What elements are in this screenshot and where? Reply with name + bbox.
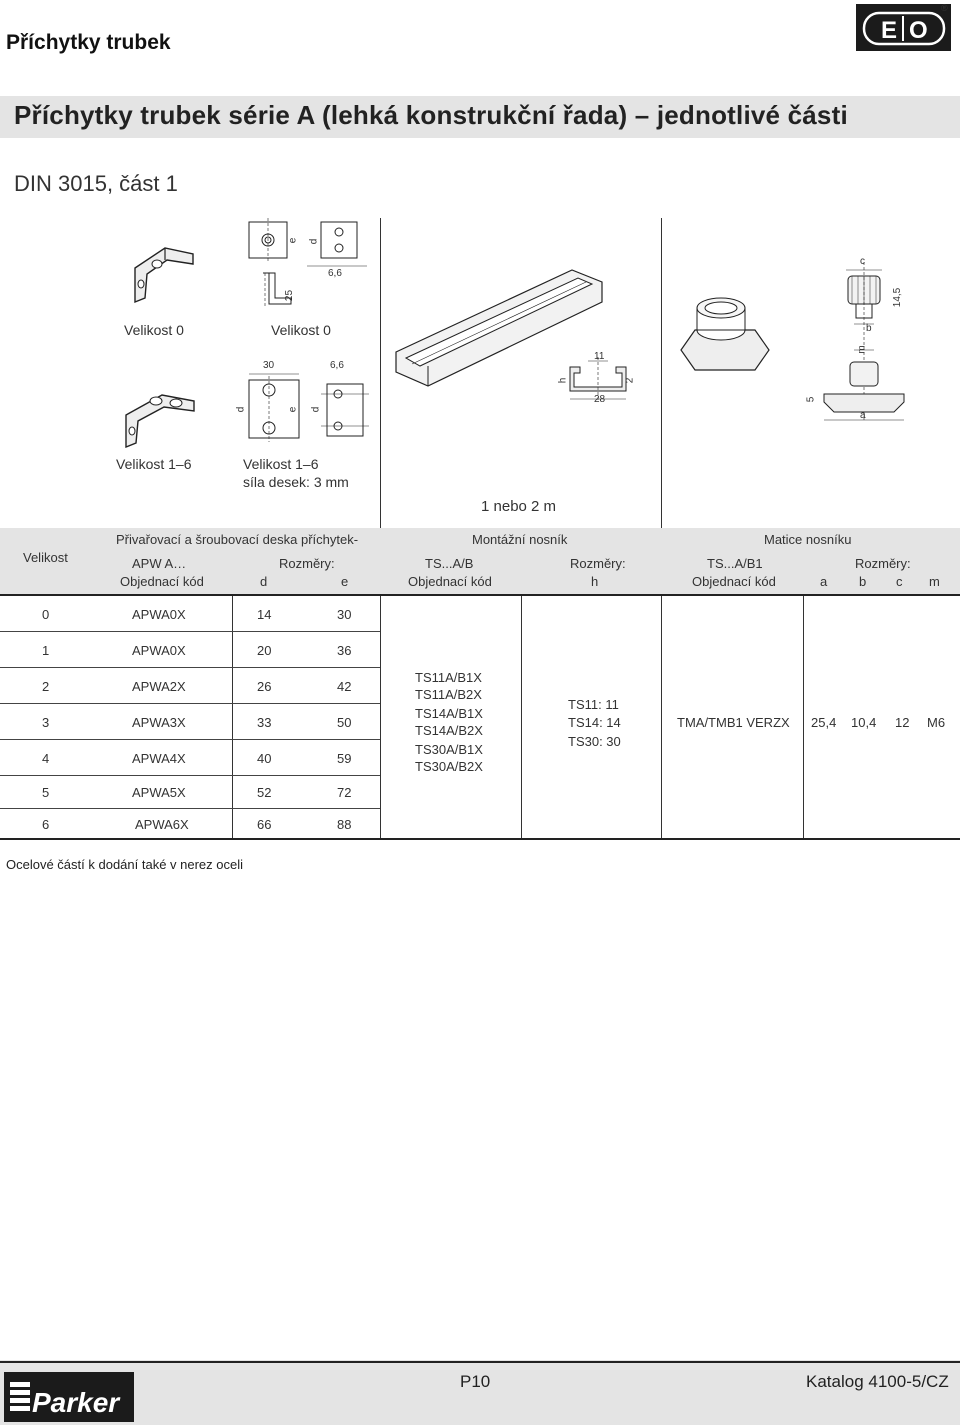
table-header-rule: [0, 594, 960, 596]
header-rozmery: Rozměry:: [279, 556, 335, 571]
header-c: c: [896, 574, 903, 589]
row-e: 50: [337, 715, 352, 730]
registered-icon: ®: [941, 3, 948, 13]
table-divider: [380, 596, 381, 840]
table-bottom-rule: [0, 838, 960, 840]
footer-band: [0, 1360, 960, 1425]
rail-code: TS14A/B2X: [415, 723, 483, 738]
header-order-code: Objednací kód: [120, 574, 204, 589]
row-size: 5: [42, 785, 50, 800]
row-rule: [0, 775, 380, 776]
footer-rule: [0, 1361, 960, 1363]
header-b: b: [859, 574, 867, 589]
dim-label: c: [860, 256, 865, 267]
parker-logo: [4, 1372, 134, 1422]
page-header-title: Příchytky trubek: [6, 31, 171, 54]
row-rule: [0, 808, 380, 809]
rail-nut-illustration: [675, 290, 775, 385]
row-rule: [0, 703, 380, 704]
header-m: m: [929, 574, 940, 589]
table-divider: [803, 596, 804, 840]
bracket-size0-drawing: [245, 218, 375, 313]
dim-label: a: [860, 410, 866, 421]
dim-label: m: [856, 345, 868, 354]
size-label: Velikost 1–6: [116, 456, 192, 472]
dim-label: 28: [594, 394, 606, 405]
header-order-code: Objednací kód: [408, 574, 492, 589]
row-d: 33: [257, 715, 272, 730]
nut-b: 10,4: [851, 715, 877, 730]
size-label: Velikost 0: [124, 322, 184, 338]
nut-m: M6: [927, 715, 946, 730]
header-group-nut: Matice nosníku: [764, 532, 852, 547]
dim-label: h: [557, 377, 569, 384]
header-rozmery: Rozměry:: [570, 556, 626, 571]
row-order-code: APWA2X: [132, 679, 186, 694]
plate-thickness-label: síla desek: 3 mm: [243, 474, 349, 490]
bracket-size16-drawing: [235, 360, 380, 445]
row-size: 3: [42, 715, 50, 730]
illustration-divider: [380, 218, 381, 528]
row-size: 4: [42, 751, 50, 766]
table-divider: [232, 596, 233, 840]
row-e: 59: [337, 751, 352, 766]
row-order-code: APWA6X: [135, 817, 189, 832]
rail-code: TS11A/B1X: [415, 670, 482, 685]
table-divider: [521, 596, 522, 840]
rail-height: TS30: 30: [568, 734, 621, 749]
page-number: P10: [460, 1372, 491, 1391]
row-e: 42: [337, 679, 352, 694]
header-ts-ab: TS...A/B: [425, 556, 474, 571]
rail-nut-drawing: [820, 262, 915, 422]
dim-label: 14,5: [892, 287, 904, 308]
dim-label: 2: [624, 377, 636, 384]
header-a: a: [820, 574, 828, 589]
row-rule: [0, 667, 380, 668]
dim-label: 5: [805, 396, 817, 403]
svg-text:O: O: [909, 17, 928, 44]
dim-label: b: [866, 323, 872, 334]
row-d: 14: [257, 607, 272, 622]
header-h: h: [591, 574, 599, 589]
size-label: Velikost 0: [271, 322, 331, 338]
nut-order-code: TMA/TMB1 VERZX: [677, 715, 790, 730]
header-e: e: [341, 574, 349, 589]
row-d: 52: [257, 785, 272, 800]
dim-label: d: [310, 406, 322, 413]
svg-text:Parker: Parker: [32, 1387, 120, 1418]
row-size: 0: [42, 607, 50, 622]
dim-label: e: [287, 237, 299, 244]
row-d: 20: [257, 643, 272, 658]
row-size: 1: [42, 643, 50, 658]
row-e: 72: [337, 785, 352, 800]
header-d: d: [260, 574, 268, 589]
row-e: 36: [337, 643, 352, 658]
row-rule: [0, 739, 380, 740]
header-group-rail: Montážní nosník: [472, 532, 568, 547]
row-size: 6: [42, 817, 50, 832]
rail-height: TS14: 14: [568, 715, 621, 730]
row-d: 26: [257, 679, 272, 694]
bracket-size16-illustration: [118, 385, 198, 450]
row-rule: [0, 631, 380, 632]
dim-label: d: [308, 238, 320, 245]
bracket-size0-illustration: [125, 240, 200, 305]
subtitle: DIN 3015, část 1: [14, 171, 178, 196]
row-order-code: APWA4X: [132, 751, 186, 766]
row-d: 66: [257, 817, 272, 832]
size-label: Velikost 1–6: [243, 456, 319, 472]
illustration-divider: [661, 218, 662, 528]
rail-code: TS30A/B2X: [415, 759, 483, 774]
rail-code: TS14A/B1X: [415, 706, 483, 721]
dim-label: 30: [263, 360, 275, 371]
dim-label: 6,6: [328, 268, 342, 279]
svg-text:E: E: [881, 17, 898, 44]
row-d: 40: [257, 751, 272, 766]
rail-height: TS11: 11: [568, 697, 619, 712]
row-e: 88: [337, 817, 352, 832]
row-order-code: APWA5X: [132, 785, 186, 800]
row-order-code: APWA0X: [132, 643, 186, 658]
dim-label: d: [235, 406, 247, 413]
nut-a: 25,4: [811, 715, 837, 730]
row-order-code: APWA0X: [132, 607, 186, 622]
table-divider: [661, 596, 662, 840]
catalog-label: Katalog 4100-5/CZ: [806, 1372, 949, 1391]
dim-label: e: [287, 406, 299, 413]
rail-length-label: 1 nebo 2 m: [481, 498, 557, 515]
header-velikost: Velikost: [23, 550, 68, 565]
row-e: 30: [337, 607, 352, 622]
nut-c: 12: [895, 715, 910, 730]
rail-code: TS11A/B2X: [415, 687, 482, 702]
header-ts-ab1: TS...A/B1: [707, 556, 763, 571]
eo-logo: [856, 4, 951, 51]
main-title: Příchytky trubek série A (lehká konstrukční řada) – jednotlivé části: [14, 100, 848, 130]
footnote: Ocelové částí k dodání také v nerez oceli: [6, 857, 244, 872]
header-group-brackets: Přivařovací a šroubovací deska příchytek-: [116, 532, 359, 547]
rail-code: TS30A/B1X: [415, 742, 483, 757]
row-size: 2: [42, 679, 50, 694]
row-order-code: APWA3X: [132, 715, 186, 730]
header-order-code: Objednací kód: [692, 574, 776, 589]
dim-label: 11: [594, 351, 605, 362]
header-rozmery: Rozměry:: [855, 556, 911, 571]
dim-label: 6,6: [330, 360, 344, 371]
dim-label: 25: [284, 289, 296, 302]
header-apw: APW A…: [132, 556, 187, 571]
